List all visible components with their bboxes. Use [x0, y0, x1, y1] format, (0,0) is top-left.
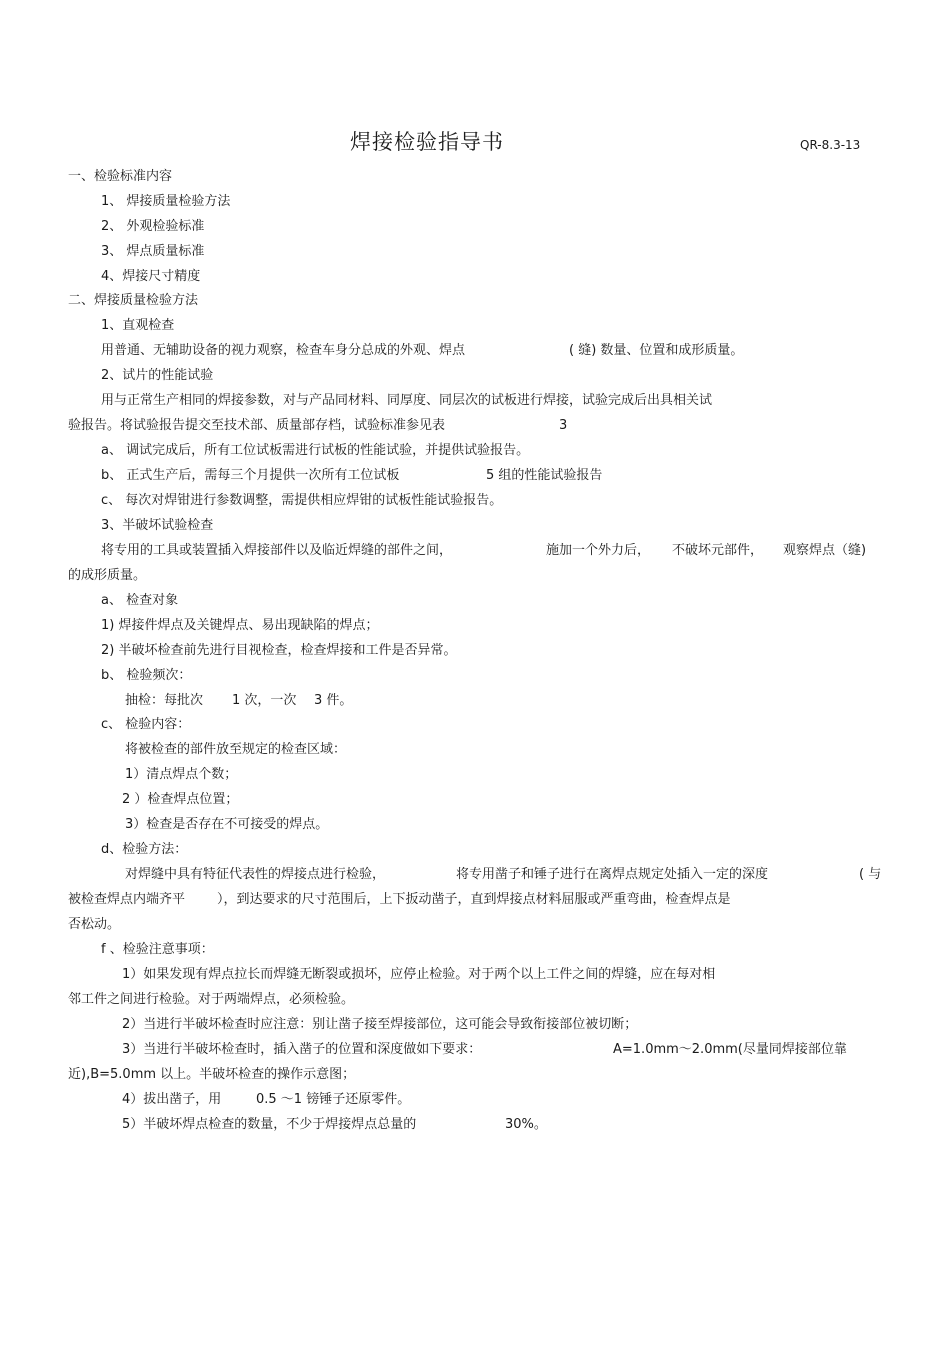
- list-item: f 、检验注意事项：: [101, 942, 214, 957]
- list-item: 2 ）检查焊点位置；: [122, 792, 239, 807]
- paragraph-text: 1 次，一次: [232, 693, 297, 708]
- paragraph-text: 2）当进行半破坏检查时应注意：别让凿子接至焊接部位，这可能会导致衔接部位被切断；: [122, 1017, 638, 1032]
- paragraph-text: 邻工件之间进行检验。对于两端焊点，必须检验。: [68, 992, 355, 1007]
- paragraph-text: 对焊缝中具有特征代表性的焊接点进行检验，: [125, 867, 386, 882]
- paragraph-text: 近),B=5.0mm 以上。半破坏检查的操作示意图；: [68, 1067, 356, 1082]
- paragraph-text: 5）半破坏焊点检查的数量，不少于焊接焊点总量的: [122, 1117, 417, 1132]
- paragraph-text: 否松动。: [68, 917, 121, 932]
- paragraph-text: 被检查焊点内端齐平: [68, 892, 186, 907]
- paragraph-text: 不破坏元部件，: [672, 543, 764, 558]
- paragraph-text: 将专用的工具或装置插入焊接部件以及临近焊缝的部件之间，: [101, 543, 453, 558]
- list-item: 2、 外观检验标准: [101, 219, 205, 234]
- list-item: 3）检查是否存在不可接受的焊点。: [125, 817, 329, 832]
- subsection-title: 2、试片的性能试验: [101, 368, 214, 383]
- subsection-title: 3、半破坏试验检查: [101, 518, 214, 533]
- paragraph-text: 将专用凿子和锤子进行在离焊点规定处插入一定的深度: [456, 867, 769, 882]
- paragraph-text: A=1.0mm～2.0mm(尽量同焊接部位靠: [613, 1042, 847, 1057]
- list-item: a、 调试完成后，所有工位试板需进行试板的性能试验，并提供试验报告。: [101, 443, 530, 458]
- paragraph-text: 0.5 ～1 镑锤子还原零件。: [256, 1092, 411, 1107]
- list-item: d、检验方法：: [101, 842, 188, 857]
- list-item: 2) 半破坏检查前先进行目视检查，检查焊接和工件是否异常。: [101, 643, 457, 658]
- paragraph-text: 验报告。将试验报告提交至技术部、质量部存档，试验标准参见表: [68, 418, 446, 433]
- paragraph-text: 将被检查的部件放至规定的检查区域：: [125, 742, 347, 757]
- paragraph-text: 观察焊点（缝): [783, 543, 867, 558]
- list-item: c、 检验内容：: [101, 717, 191, 732]
- doc-title: 焊接检验指导书: [350, 130, 504, 154]
- list-item: a、 检查对象: [101, 593, 179, 608]
- list-item: 4、焊接尺寸精度: [101, 269, 201, 284]
- subsection-title: 1、直观检查: [101, 318, 175, 333]
- paragraph-text: 施加一个外力后，: [546, 543, 651, 558]
- paragraph-text: 3 件。: [314, 693, 353, 708]
- paragraph-text: ( 与: [859, 867, 882, 882]
- paragraph-text: 1）如果发现有焊点拉长而焊缝无断裂或损坏，应停止检验。对于两个以上工件之间的焊缝，应在每对相: [122, 967, 716, 982]
- paragraph-text: 3）当进行半破坏检查时，插入凿子的位置和深度做如下要求：: [122, 1042, 482, 1057]
- list-item: 1) 焊接件焊点及关键焊点、易出现缺陷的焊点；: [101, 618, 379, 633]
- section-1-heading: 一、检验标准内容: [68, 169, 173, 184]
- paragraph-text: 抽检：每批次: [125, 693, 204, 708]
- paragraph-text: 4）拔出凿子，用: [122, 1092, 222, 1107]
- paragraph-text: 的成形质量。: [68, 568, 147, 583]
- list-item: 5 组的性能试验报告: [486, 468, 603, 483]
- paragraph-text: ），到达要求的尺寸范围后，上下扳动凿子，直到焊接点材料屈服或严重弯曲，检查焊点是: [217, 892, 731, 907]
- paragraph-text: 3: [559, 418, 568, 433]
- paragraph-text: 30%。: [505, 1117, 547, 1132]
- list-item: 1）清点焊点个数；: [125, 767, 238, 782]
- list-item: 1、 焊接质量检验方法: [101, 194, 231, 209]
- paragraph-text: 用普通、无辅助设备的视力观察，检查车身分总成的外观、焊点: [101, 343, 466, 358]
- list-item: b、 检验频次：: [101, 668, 192, 683]
- list-item: b、 正式生产后，需每三个月提供一次所有工位试板: [101, 468, 400, 483]
- list-item: 3、 焊点质量标准: [101, 244, 205, 259]
- section-2-heading: 二、焊接质量检验方法: [68, 293, 199, 308]
- doc-code: QR-8.3-13: [800, 138, 861, 152]
- paragraph-text: 用与正常生产相同的焊接参数，对与产品同材料、同厚度、同层次的试板进行焊接，试验完成后出具相关试: [101, 393, 713, 408]
- paragraph-text: ( 缝) 数量、位置和成形质量。: [569, 343, 744, 358]
- list-item: c、 每次对焊钳进行参数调整，需提供相应焊钳的试板性能试验报告。: [101, 493, 503, 508]
